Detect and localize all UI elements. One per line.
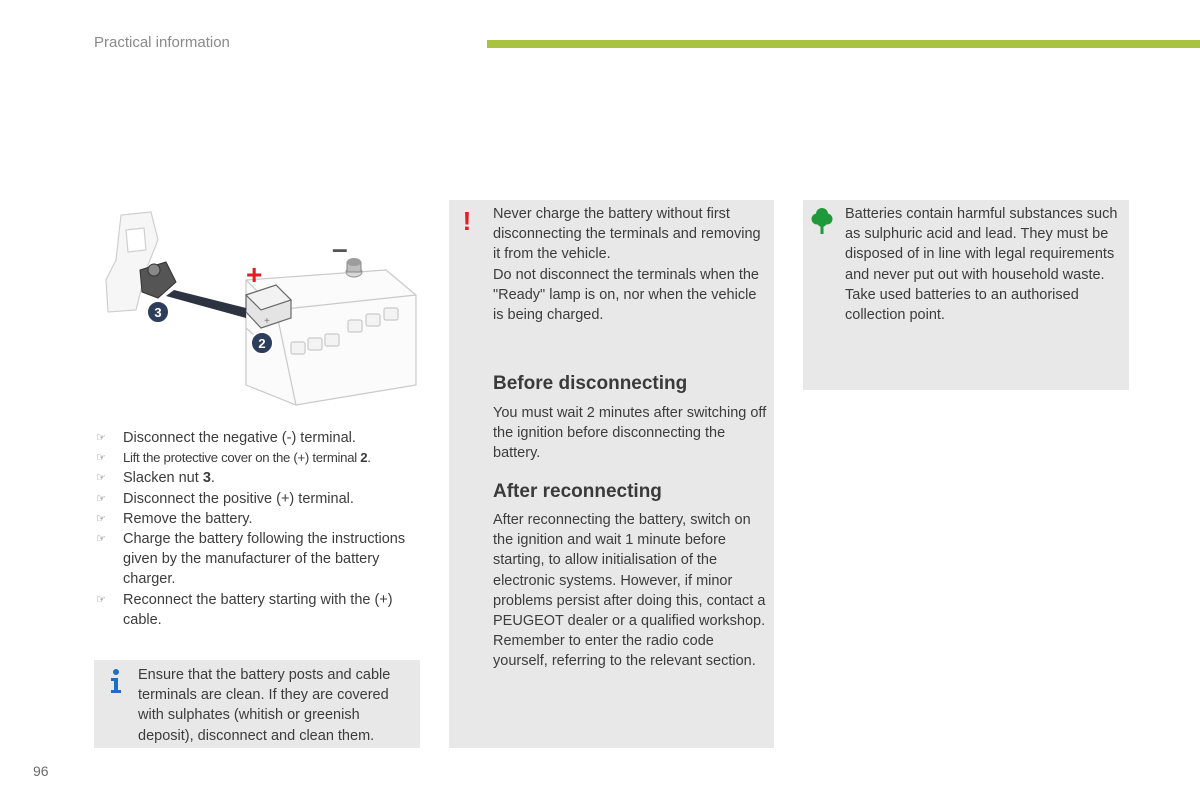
hand-pointer-icon: ☞ xyxy=(96,492,106,505)
battery-illustration xyxy=(96,200,426,414)
before-disconnecting-text: You must wait 2 minutes after switching off the ignition before disconnecting the battery. xyxy=(493,405,767,462)
info-text: Ensure that the battery posts and cable terminals are clean. If they are covered with sulphates (whitish or greenish deposit), disconnect and clean them. xyxy=(138,667,391,744)
heading-before-disconnecting: Before disconnecting xyxy=(493,373,688,394)
list-item: ☞ Disconnect the negative (-) terminal. xyxy=(94,428,424,448)
list-item: ☞ Slacken nut 3. xyxy=(94,468,424,488)
callout-3 xyxy=(147,301,169,323)
hand-pointer-icon: ☞ xyxy=(96,533,106,546)
svg-text:+: + xyxy=(264,316,270,327)
procedure-steps xyxy=(94,428,424,630)
hand-pointer-icon: ☞ xyxy=(96,432,106,444)
environment-line-2: Take used batteries to an authorised collection point. xyxy=(845,286,1079,324)
callout-2 xyxy=(251,332,273,354)
after-reconnecting-paragraph-2: Remember to enter the radio code yourself, referring to the relevant section. xyxy=(493,633,756,670)
warning-box xyxy=(449,200,774,748)
info-icon xyxy=(108,668,124,694)
page-number: 96 xyxy=(33,763,49,779)
tree-icon xyxy=(811,207,833,235)
environment-text xyxy=(845,204,1123,325)
hand-pointer-icon: ☞ xyxy=(96,472,106,485)
list-item: ☞ Lift the protective cover on the (+) terminal 2. xyxy=(94,448,424,468)
hand-pointer-icon: ☞ xyxy=(96,512,106,525)
minus-sign: – xyxy=(332,233,348,264)
hand-pointer-icon: ☞ xyxy=(96,452,106,465)
heading-after-reconnecting: After reconnecting xyxy=(493,481,662,502)
warning-text xyxy=(493,204,765,325)
list-item: ☞ Charge the battery following the instructions given by the manufacturer of the battery charger. xyxy=(94,529,424,590)
warning-line-2: Do not disconnect the terminals when the "Ready" lamp is on, nor when the vehicle is being charged. xyxy=(493,266,759,324)
svg-text:3: 3 xyxy=(154,305,162,320)
hand-pointer-icon: ☞ xyxy=(96,593,106,606)
plus-sign: + xyxy=(246,259,263,290)
list-item: ☞ Disconnect the positive (+) terminal. xyxy=(94,489,424,509)
environment-line-1: Batteries contain harmful substances such as sulphuric acid and lead. They must be disposed of in line with legal requirements and never put out with household waste. xyxy=(845,206,1118,283)
svg-text:2: 2 xyxy=(258,336,266,351)
after-reconnecting-text xyxy=(493,510,769,672)
header-accent-bar xyxy=(487,40,1200,48)
list-item: ☞ Remove the battery. xyxy=(94,509,424,529)
exclamation-icon: ! xyxy=(462,206,472,236)
list-item: ☞ Reconnect the battery starting with the (+) cable. xyxy=(94,590,424,630)
after-reconnecting-paragraph-1: After reconnecting the battery, switch on the ignition and wait 1 minute before starting, to allow initialisation of the electronic systems. However, if minor problems persist after doing this, contact a PEUGEOT dealer or a qualified workshop. xyxy=(493,512,766,630)
info-box xyxy=(94,660,420,748)
warning-line-1: Never charge the battery without first disconnecting the terminals and removing it from the vehicle. xyxy=(493,206,761,263)
environment-box xyxy=(803,200,1129,390)
section-title: Practical information xyxy=(94,34,230,51)
